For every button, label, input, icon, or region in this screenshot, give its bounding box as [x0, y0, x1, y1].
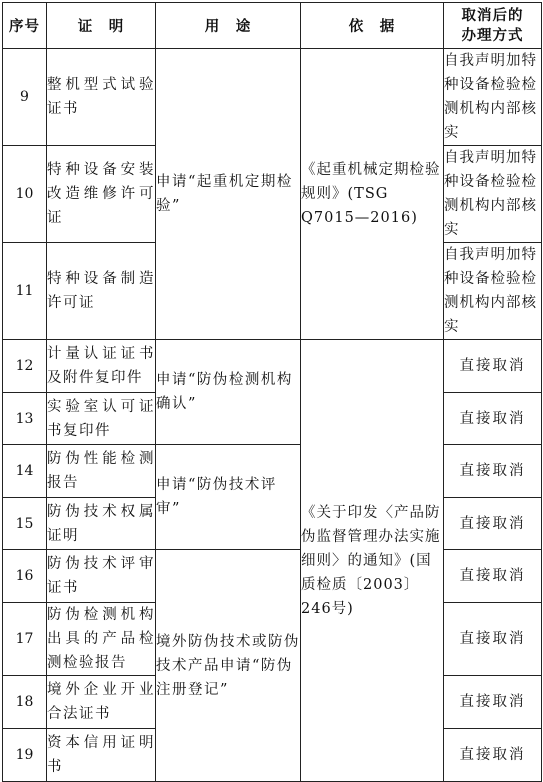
header-basis: 依 据 — [301, 3, 444, 49]
row-seq: 19 — [3, 729, 47, 782]
row-method: 直接取消 — [444, 393, 542, 445]
certificate-cancellation-table — [2, 2, 542, 782]
table-row — [3, 445, 542, 498]
header-certificate: 证 明 — [47, 3, 156, 49]
row-method: 直接取消 — [444, 729, 542, 782]
header-method-line1: 取消后的 — [461, 7, 524, 24]
row-certificate: 防伪技术权属证明 — [47, 498, 156, 550]
row-certificate: 境外企业开业合法证书 — [47, 676, 156, 729]
purpose-crane: 申请“起重机定期检验” — [156, 49, 301, 340]
row-method: 直接取消 — [444, 340, 542, 393]
row-method: 自我声明加特种设备检验检测机构内部核实 — [444, 49, 542, 146]
row-method: 直接取消 — [444, 445, 542, 498]
table-header-row — [3, 3, 542, 49]
row-method: 自我声明加特种设备检验检测机构内部核实 — [444, 146, 542, 243]
row-seq: 18 — [3, 676, 47, 729]
row-seq: 15 — [3, 498, 47, 550]
table-row — [3, 340, 542, 393]
header-purpose: 用 途 — [156, 3, 301, 49]
purpose-anti-review: 申请“防伪技术评审” — [156, 445, 301, 550]
row-method: 直接取消 — [444, 676, 542, 729]
table-row — [3, 550, 542, 603]
row-seq: 14 — [3, 445, 47, 498]
row-seq: 16 — [3, 550, 47, 603]
basis-crane: 《起重机械定期检验规则》(TSG Q7015—2016) — [301, 49, 444, 340]
row-certificate: 计量认证证书及附件复印件 — [47, 340, 156, 393]
row-certificate: 防伪技术评审证书 — [47, 550, 156, 603]
table-row — [3, 49, 542, 146]
header-seq: 序号 — [3, 3, 47, 49]
basis-anti: 《关于印发〈产品防伪监督管理办法实施细则〉的通知》(国质检质〔2003〕246号) — [301, 340, 444, 782]
row-method: 直接取消 — [444, 498, 542, 550]
row-certificate: 资本信用证明书 — [47, 729, 156, 782]
row-seq: 13 — [3, 393, 47, 445]
row-seq: 10 — [3, 146, 47, 243]
row-certificate: 特种设备安装改造维修许可证 — [47, 146, 156, 243]
purpose-anti-test: 申请“防伪检测机构确认” — [156, 340, 301, 445]
row-seq: 12 — [3, 340, 47, 393]
row-method: 自我声明加特种设备检验检测机构内部核实 — [444, 243, 542, 340]
row-certificate: 实验室认可证书复印件 — [47, 393, 156, 445]
row-seq: 11 — [3, 243, 47, 340]
row-seq: 17 — [3, 603, 47, 676]
row-method: 直接取消 — [444, 550, 542, 603]
row-method: 直接取消 — [444, 603, 542, 676]
row-certificate: 防伪检测机构出具的产品检测检验报告 — [47, 603, 156, 676]
document-page — [2, 2, 541, 782]
header-method — [444, 3, 542, 49]
row-seq: 9 — [3, 49, 47, 146]
header-method-line2: 办理方式 — [461, 27, 524, 44]
purpose-overseas: 境外防伪技术或防伪技术产品申请“防伪注册登记” — [156, 550, 301, 782]
row-certificate: 整机型式试验证书 — [47, 49, 156, 146]
row-certificate: 防伪性能检测报告 — [47, 445, 156, 498]
row-certificate: 特种设备制造许可证 — [47, 243, 156, 340]
